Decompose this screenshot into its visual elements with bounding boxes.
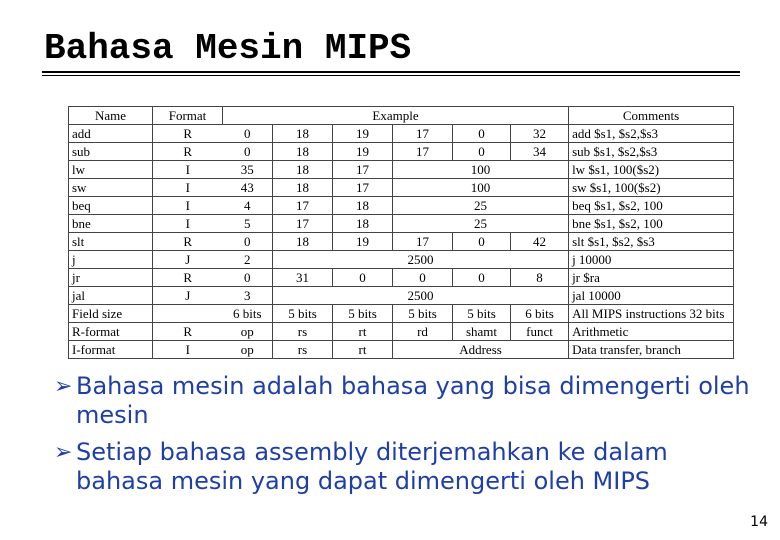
instruction-comment: sub $s1, $s2,$s3 (569, 143, 734, 161)
field-op: 35 (223, 161, 273, 179)
table-row (69, 143, 734, 161)
field-immediate: 100 (393, 179, 569, 197)
instruction-name: jal (69, 287, 153, 305)
page-number: 14 (750, 514, 768, 530)
instruction-format: J (153, 287, 223, 305)
row-label: Field size (69, 305, 153, 323)
field-rs: 18 (273, 233, 333, 251)
field-rs: 17 (273, 215, 333, 233)
field-op: 5 (223, 215, 273, 233)
field-rs: 31 (273, 269, 333, 287)
table-row (69, 179, 734, 197)
field-rd: 17 (393, 143, 453, 161)
instruction-comment: bne $s1, $s2, 100 (569, 215, 734, 233)
field-op: 43 (223, 179, 273, 197)
field-rt: 19 (333, 143, 393, 161)
table-row (69, 125, 734, 143)
bullet-list (54, 372, 754, 504)
table-row (69, 215, 734, 233)
field-name: rs (273, 323, 333, 341)
field-rt: 17 (333, 161, 393, 179)
field-address: 2500 (273, 251, 569, 269)
instruction-name: add (69, 125, 153, 143)
field-rs: 18 (273, 125, 333, 143)
field-address: 2500 (273, 287, 569, 305)
field-rs: 18 (273, 161, 333, 179)
field-funct: 34 (511, 143, 569, 161)
row-label: I-format (69, 341, 153, 359)
instruction-name: sw (69, 179, 153, 197)
header-comments: Comments (569, 107, 734, 125)
table-header-row (69, 107, 734, 125)
field-rd: 17 (393, 125, 453, 143)
arrow-bullet-icon: ➢ (54, 374, 73, 399)
field-name: op (223, 341, 273, 359)
format-letter: R (153, 323, 223, 341)
field-name: rt (333, 341, 393, 359)
instruction-name: j (69, 251, 153, 269)
field-op: 4 (223, 197, 273, 215)
row-label: R-format (69, 323, 153, 341)
field-name: shamt (453, 323, 511, 341)
instruction-comment: add $s1, $s2,$s3 (569, 125, 734, 143)
field-size: 5 bits (393, 305, 453, 323)
table-row (69, 233, 734, 251)
header-example: Example (223, 107, 569, 125)
field-size: 5 bits (333, 305, 393, 323)
bullet-text: Setiap bahasa assembly diterjemahkan ke dalam bahasa mesin yang dapat dimengerti oleh MIPS (76, 438, 668, 495)
field-size: 5 bits (273, 305, 333, 323)
field-shamt: 0 (453, 143, 511, 161)
field-size-comment: All MIPS instructions 32 bits (569, 305, 734, 323)
instruction-name: slt (69, 233, 153, 251)
field-op: 3 (223, 287, 273, 305)
field-rt: 18 (333, 215, 393, 233)
field-shamt: 0 (453, 269, 511, 287)
instruction-format: R (153, 269, 223, 287)
instruction-format: R (153, 125, 223, 143)
field-name: rs (273, 341, 333, 359)
field-name: op (223, 323, 273, 341)
empty-cell (153, 305, 223, 323)
instruction-comment: lw $s1, 100($s2) (569, 161, 734, 179)
format-comment: Arithmetic (569, 323, 734, 341)
mips-instruction-table (68, 106, 733, 357)
field-name: rt (333, 323, 393, 341)
header-name: Name (69, 107, 153, 125)
field-op: 2 (223, 251, 273, 269)
table-row (69, 197, 734, 215)
field-rd: 0 (393, 269, 453, 287)
format-letter: I (153, 341, 223, 359)
instruction-name: beq (69, 197, 153, 215)
field-rt: 18 (333, 197, 393, 215)
field-op: 0 (223, 143, 273, 161)
field-rt: 19 (333, 233, 393, 251)
field-size: 6 bits (511, 305, 569, 323)
instruction-comment: jal 10000 (569, 287, 734, 305)
slide-title: Bahasa Mesin MIPS (44, 28, 412, 69)
header-format: Format (153, 107, 223, 125)
instruction-comment: jr $ra (569, 269, 734, 287)
instruction-comment: j 10000 (569, 251, 734, 269)
field-op: 0 (223, 125, 273, 143)
arrow-bullet-icon: ➢ (54, 440, 73, 465)
table-row-r-format (69, 323, 734, 341)
format-comment: Data transfer, branch (569, 341, 734, 359)
field-rt: 19 (333, 125, 393, 143)
field-rs: 17 (273, 197, 333, 215)
instruction-format: R (153, 233, 223, 251)
instruction-name: sub (69, 143, 153, 161)
field-size: 5 bits (453, 305, 511, 323)
field-op: 0 (223, 233, 273, 251)
field-immediate: 25 (393, 197, 569, 215)
bullet-item (54, 372, 754, 430)
instruction-format: I (153, 197, 223, 215)
field-funct: 42 (511, 233, 569, 251)
title-underline (42, 71, 740, 73)
field-op: 0 (223, 269, 273, 287)
instruction-comment: sw $s1, 100($s2) (569, 179, 734, 197)
field-rs: 18 (273, 179, 333, 197)
table-row (69, 269, 734, 287)
field-name: rd (393, 323, 453, 341)
instruction-name: bne (69, 215, 153, 233)
instruction-name: lw (69, 161, 153, 179)
table-row (69, 161, 734, 179)
instruction-format: J (153, 251, 223, 269)
field-shamt: 0 (453, 233, 511, 251)
table-row (69, 251, 734, 269)
instruction-table (68, 106, 734, 359)
field-address: Address (393, 341, 569, 359)
field-immediate: 25 (393, 215, 569, 233)
table-row-i-format (69, 341, 734, 359)
field-rs: 18 (273, 143, 333, 161)
title-underline-thin (42, 75, 740, 76)
field-funct: 8 (511, 269, 569, 287)
instruction-format: I (153, 179, 223, 197)
field-name: funct (511, 323, 569, 341)
instruction-format: I (153, 161, 223, 179)
instruction-comment: slt $s1, $s2, $s3 (569, 233, 734, 251)
field-rt: 17 (333, 179, 393, 197)
field-rd: 17 (393, 233, 453, 251)
instruction-comment: beq $s1, $s2, 100 (569, 197, 734, 215)
field-immediate: 100 (393, 161, 569, 179)
bullet-text: Bahasa mesin adalah bahasa yang bisa dimengerti oleh mesin (76, 372, 750, 429)
table-row (69, 287, 734, 305)
instruction-format: R (153, 143, 223, 161)
field-size: 6 bits (223, 305, 273, 323)
instruction-format: I (153, 215, 223, 233)
field-rt: 0 (333, 269, 393, 287)
table-row-field-size (69, 305, 734, 323)
instruction-name: jr (69, 269, 153, 287)
field-funct: 32 (511, 125, 569, 143)
bullet-item (54, 438, 754, 496)
field-shamt: 0 (453, 125, 511, 143)
